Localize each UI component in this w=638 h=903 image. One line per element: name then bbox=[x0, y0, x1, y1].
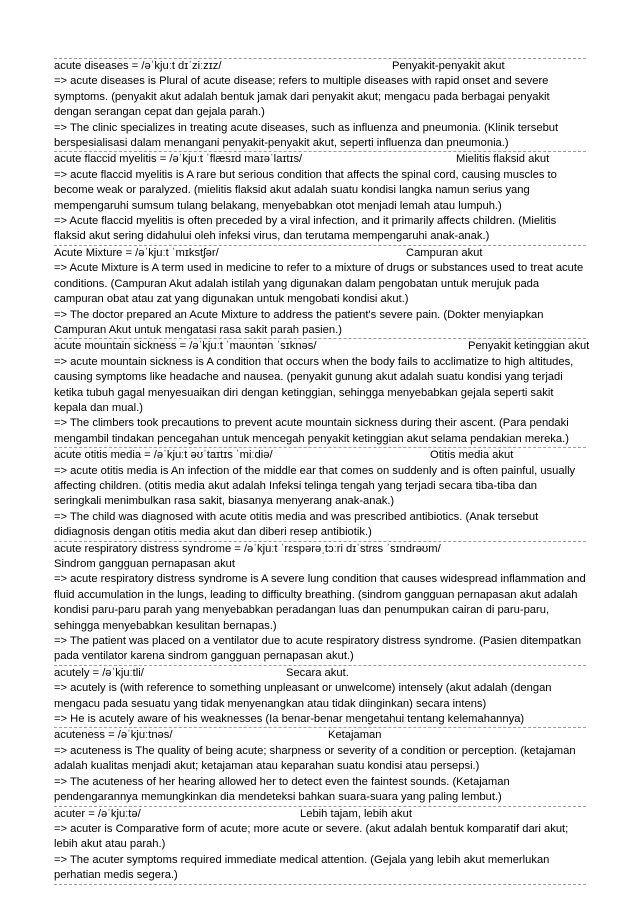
entry-head bbox=[54, 666, 586, 681]
entry-translation: Sindrom gangguan pernapasan akut bbox=[54, 558, 235, 570]
entry-example: => The climbers took precautions to prevent acute mountain sickness during their ascent. (Para pendaki mengambil tindakan pencegahan untuk mencegah penyakit ketinggian akut selama pendakian mereka.) bbox=[54, 417, 569, 445]
entry-acute-mixture bbox=[54, 246, 586, 339]
entry-translation: Penyakit-penyakit akut bbox=[392, 60, 505, 72]
entry-translation: Otitis media akut bbox=[430, 449, 514, 462]
entry-definition: => acuteness is The quality of being acute; sharpness or severity of a condition or perception. (ketajaman adalah kualitas menjadi akut; ketajaman atau keparahan suatu kondisi atau persepsi.) bbox=[54, 744, 576, 773]
entry-head bbox=[54, 339, 590, 354]
entry-definition: => acutely is (with reference to something unpleasant or unwelcome) intensely (akut adalah (dengan mengacu pada sesuatu yang tidak menyenangkan atau tidak diinginkan) secara intens) bbox=[54, 682, 552, 710]
entry-definition: => acute respiratory distress syndrome is A severe lung condition that causes widespread inflammation and fluid accumulation in the lungs, leading to difficulty breathing. (sindrom gangguan pernapasan akut adalah kondisi paru-paru parah yang menyebabkan peradangan luas dan penumpukan cairan di paru-paru, sehingga menyebabkan kesulitan bernapas.) bbox=[54, 573, 586, 632]
entry-translation: Penyakit ketinggian akut bbox=[468, 340, 590, 353]
entry-example: => Acute flaccid myelitis is often preceded by a viral infection, and it primarily affects children. (Mielitis flaksid akut sering didahului oleh infeksi virus, dan terutama mempengaruhi anak-anak.) bbox=[54, 215, 557, 243]
entry-translation: Lebih tajam, lebih akut bbox=[300, 807, 412, 820]
entry-head bbox=[54, 542, 586, 573]
entry-definition: => acute flaccid myelitis is A rare but serious condition that affects the spinal cord, causing muscles to become weak or paralyzed. (mielitis flaksid akut adalah suatu kondisi langka namun serius yang mempengaruhi sumsum tulang belakang, menyebabkan otot menjadi lemah atau lumpuh.) bbox=[54, 168, 557, 212]
entry-example: => The acuteness of her hearing allowed her to detect even the faintest sounds. (Ketajaman pendengarannya memungkinkan dia mendeteksi bahkan suara-suara yang paling lembut.) bbox=[54, 775, 510, 804]
entry-translation: Secara akut. bbox=[286, 666, 349, 679]
entry-example: => He is acutely aware of his weaknesses (Ia benar-benar mengetahui tentang kelemahannya) bbox=[54, 713, 525, 726]
entry-term: acute respiratory distress syndrome = /əˈkjuːt ˈrɛspərəˌtɔːri dɪˈstrɛs ˈsɪndrəʊm/ bbox=[54, 542, 441, 555]
entry-acute-respiratory-distress-syndrome bbox=[54, 542, 586, 666]
entry-acute-otitis-media bbox=[54, 448, 586, 541]
entry-head bbox=[54, 448, 586, 463]
entry-term: Acute Mixture = /əˈkjuːt ˈmɪkstʃər/ bbox=[54, 246, 219, 259]
entry-definition: => acute otitis media is An infection of the middle ear that comes on suddenly and is often painful, usually affecting children. (otitis media akut adalah Infeksi telinga tengah yang terjadi secara tiba-tiba dan seringkali menimbulkan rasa sakit, biasanya menyerang anak-anak.) bbox=[54, 464, 576, 508]
entry-head bbox=[54, 246, 586, 261]
entry-definition: => acute diseases is Plural of acute disease; refers to multiple diseases with rapid onset and severe symptoms. (penyakit akut adalah bentuk jamak dari penyakit akut; mengacu pada berbagai penyakit dengan serangan cepat dan gejala parah.) bbox=[54, 75, 550, 119]
entry-acuter bbox=[54, 807, 586, 885]
entry-example: => The child was diagnosed with acute otitis media and was prescribed antibiotics. (Anak tersebut didiagnosis dengan otitis media akut dan diberi resep antibiotik.) bbox=[54, 510, 539, 539]
entry-acute-diseases bbox=[54, 58, 586, 152]
entry-head bbox=[54, 728, 586, 743]
entry-example: => The patient was placed on a ventilator due to acute respiratory distress syndrome. (Pasien ditempatkan pada ventilator karena sindrom gangguan pernapasan akut.) bbox=[54, 635, 582, 663]
entry-example: => The doctor prepared an Acute Mixture to address the patient's severe pain. (Dokter menyiapkan Campuran Akut untuk mengatasi rasa sakit parah pasien.) bbox=[54, 308, 544, 336]
entry-translation: Campuran akut bbox=[406, 246, 483, 259]
entry-term: acutely = /əˈkjuːtli/ bbox=[54, 666, 144, 679]
entry-term: acute flaccid myelitis = /əˈkjuːt ˈflæsɪd maɪəˈlaɪtɪs/ bbox=[54, 153, 303, 166]
entry-acute-flaccid-myelitis bbox=[54, 152, 586, 245]
entry-term: acute mountain sickness = /əˈkjuːt ˈmaʊntən ˈsɪknəs/ bbox=[54, 340, 317, 353]
entry-term: acute otitis media = /əˈkjuːt əʊˈtaɪtɪs ˈmiːdiə/ bbox=[54, 449, 273, 462]
entry-example: => The clinic specializes in treating acute diseases, such as influenza and pneumonia. (Klinik tersebut berspesialisasi dalam menangani penyakit-penyakit akut, seperti influenza dan pneumonia.) bbox=[54, 121, 559, 150]
entry-term: acuter = /əˈkjuːtə/ bbox=[54, 807, 141, 820]
entry-acutely bbox=[54, 666, 586, 729]
entry-term: acuteness = /əˈkjuːtnəs/ bbox=[54, 729, 173, 742]
entry-definition: => Acute Mixture is A term used in medicine to refer to a mixture of drugs or substances used to treat acute conditions. (Campuran Akut adalah istilah yang digunakan dalam pengobatan untuk merujuk pada campuran obat atau zat yang digunakan untuk mengobati kondisi akut.) bbox=[54, 262, 584, 306]
entry-acute-mountain-sickness bbox=[54, 339, 590, 448]
entry-example: => The acuter symptoms required immediate medical attention. (Gejala yang lebih akut memerlukan perhatian medis segera.) bbox=[54, 853, 550, 882]
entry-translation: Ketajaman bbox=[328, 729, 382, 742]
entry-definition: => acute mountain sickness is A condition that occurs when the body fails to acclimatize to high altitudes, causing symptoms like headache and nausea. (penyakit gunung akut adalah suatu kondisi yang terjadi ketika tubuh gagal menyesuaikan diri dengan ketinggian, sehingga menyebabkan gejala seperti sakit kepala dan mual.) bbox=[54, 355, 574, 414]
entry-acuteness bbox=[54, 728, 586, 806]
entry-head bbox=[54, 807, 586, 822]
entry-head bbox=[54, 152, 586, 167]
entry-definition: => acuter is Comparative form of acute; more acute or severe. (akut adalah bentuk komparatif dari akut; lebih akut atau parah.) bbox=[54, 822, 569, 851]
dictionary-page bbox=[54, 58, 590, 885]
entry-head bbox=[54, 59, 586, 74]
entry-term: acute diseases = /əˈkjuːt dɪˈziːzɪz/ bbox=[54, 60, 222, 72]
entry-translation: Mielitis flaksid akut bbox=[456, 153, 550, 166]
